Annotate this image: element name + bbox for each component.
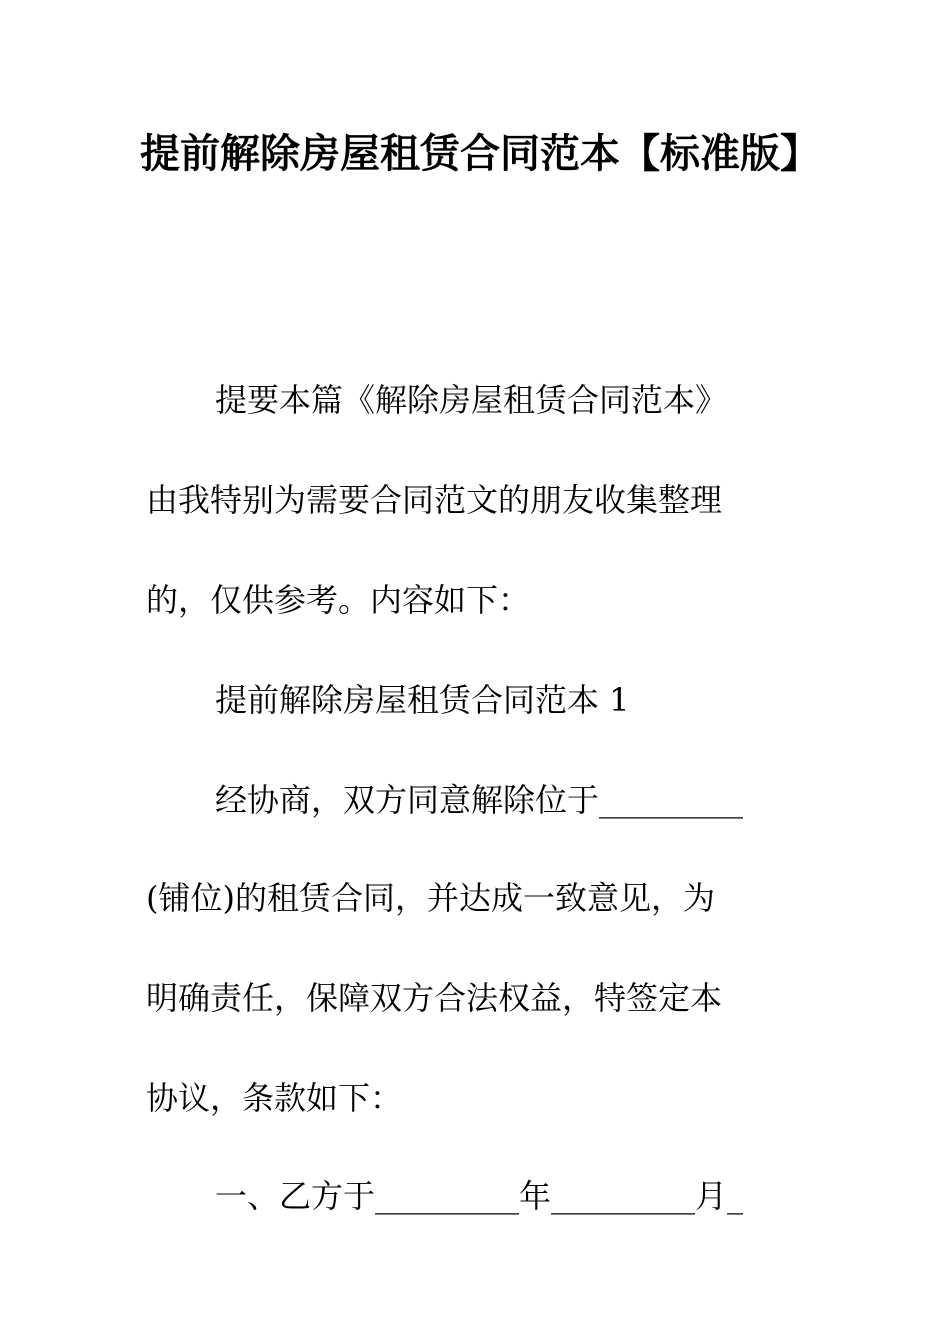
paragraph-line: 协议，条款如下：	[146, 1079, 403, 1117]
paragraph-line: (铺位)的租赁合同，并达成一致意见，为	[146, 879, 715, 917]
paragraph-line: 经协商，双方同意解除位于_________	[215, 781, 744, 819]
paragraph-line: 的，仅供参考。内容如下：	[146, 581, 531, 619]
document-title: 提前解除房屋租赁合同范本【标准版】	[140, 131, 820, 177]
paragraph-line: 由我特别为需要合同范文的朋友收集整理	[146, 481, 723, 519]
paragraph-line: 一、乙方于_________年_________月_	[215, 1177, 744, 1215]
section-heading: 提前解除房屋租赁合同范本 1	[215, 681, 630, 719]
paragraph-line: 明确责任，保障双方合法权益，特签定本	[146, 979, 723, 1017]
paragraph-line: 提要本篇《解除房屋租赁合同范本》	[215, 381, 728, 419]
